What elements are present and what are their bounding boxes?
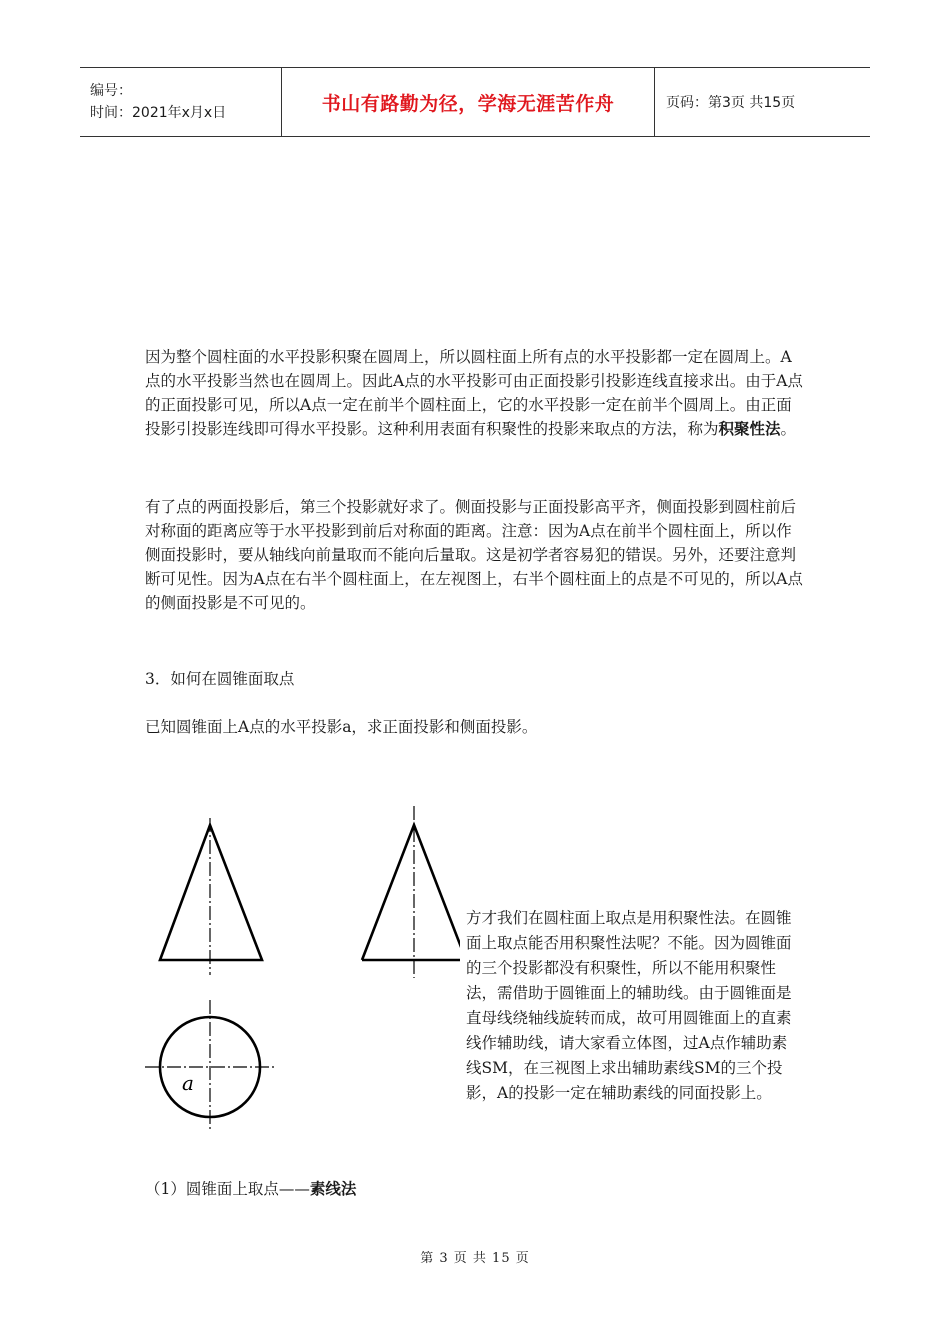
header-info [80, 68, 282, 136]
document-time-label: 时间：2021年x月x日 [90, 105, 227, 121]
term-accumulation-method: 积聚性法 [718, 420, 781, 438]
cone-front-view [160, 818, 262, 975]
header-motto: 书山有路勤为径，学海无涯苦作舟 [282, 68, 655, 136]
section-heading-cone: 3．如何在圆锥面取点 [145, 670, 295, 688]
document-number-label: 编号： [90, 83, 132, 99]
cone-three-view-figure [140, 800, 460, 1140]
subheading-prefix: （1）圆锥面上取点—— [145, 1180, 310, 1198]
cone-side-view [362, 806, 460, 978]
point-a-label: a [182, 1071, 194, 1095]
cone-top-view [145, 1000, 275, 1130]
subheading-element-line-method [145, 1177, 805, 1201]
page-header [80, 67, 870, 137]
paragraph-cone-explanation: 方才我们在圆柱面上取点是用积聚性法。在圆锥面上取点能否用积聚性法呢？不能。因为圆锥面的三个投影都没有积聚性，所以不能用积聚性法，需借助于圆锥面上的辅助线。由于圆锥面是直母线绕轴线旋转而成，故可用圆锥面上的直素线作辅助线，请大家看立体图，过A点作辅助素线SM，在三视图上求出辅助素线SM的三个投影，A的投影一定在辅助素线的同面投影上。 [466, 909, 792, 1102]
page-footer: 第 3 页 共 15 页 [420, 1251, 530, 1266]
paragraph-end-punct: 。 [780, 420, 797, 438]
paragraph-text: 因为整个圆柱面的水平投影积聚在圆周上，所以圆柱面上所有点的水平投影都一定在圆周上。A点的水平投影当然也在圆周上。因此A点的水平投影可由正面投影引投影连线直接求出。由于A点的正面投影可见，所以A点一定在前半个圆柱面上，它的水平投影一定在前半个圆周上。由正面投影引投影连线即可得水平投影。这种利用表面有积聚性的投影来取点的方法，称为 [145, 348, 803, 438]
paragraph-side-projection: 有了点的两面投影后，第三个投影就好求了。侧面投影与正面投影高平齐，侧面投影到圆柱前后对称面的距离应等于水平投影到前后对称面的距离。注意：因为A点在前半个圆柱面上，所以作侧面投影时，要从轴线向前量取而不能向后量取。这是初学者容易犯的错误。另外，还要注意判断可见性。因为A点在右半个圆柱面上，在左视图上，右半个圆柱面上的点是不可见的，所以A点的侧面投影是不可见的。 [145, 498, 803, 612]
term-element-line-method: 素线法 [309, 1180, 357, 1198]
paragraph-cone-problem: 已知圆锥面上A点的水平投影a，求正面投影和侧面投影。 [145, 718, 538, 736]
header-page-number: 页码：第3页 共15页 [666, 95, 796, 111]
paragraph-accumulation-method [145, 345, 805, 441]
